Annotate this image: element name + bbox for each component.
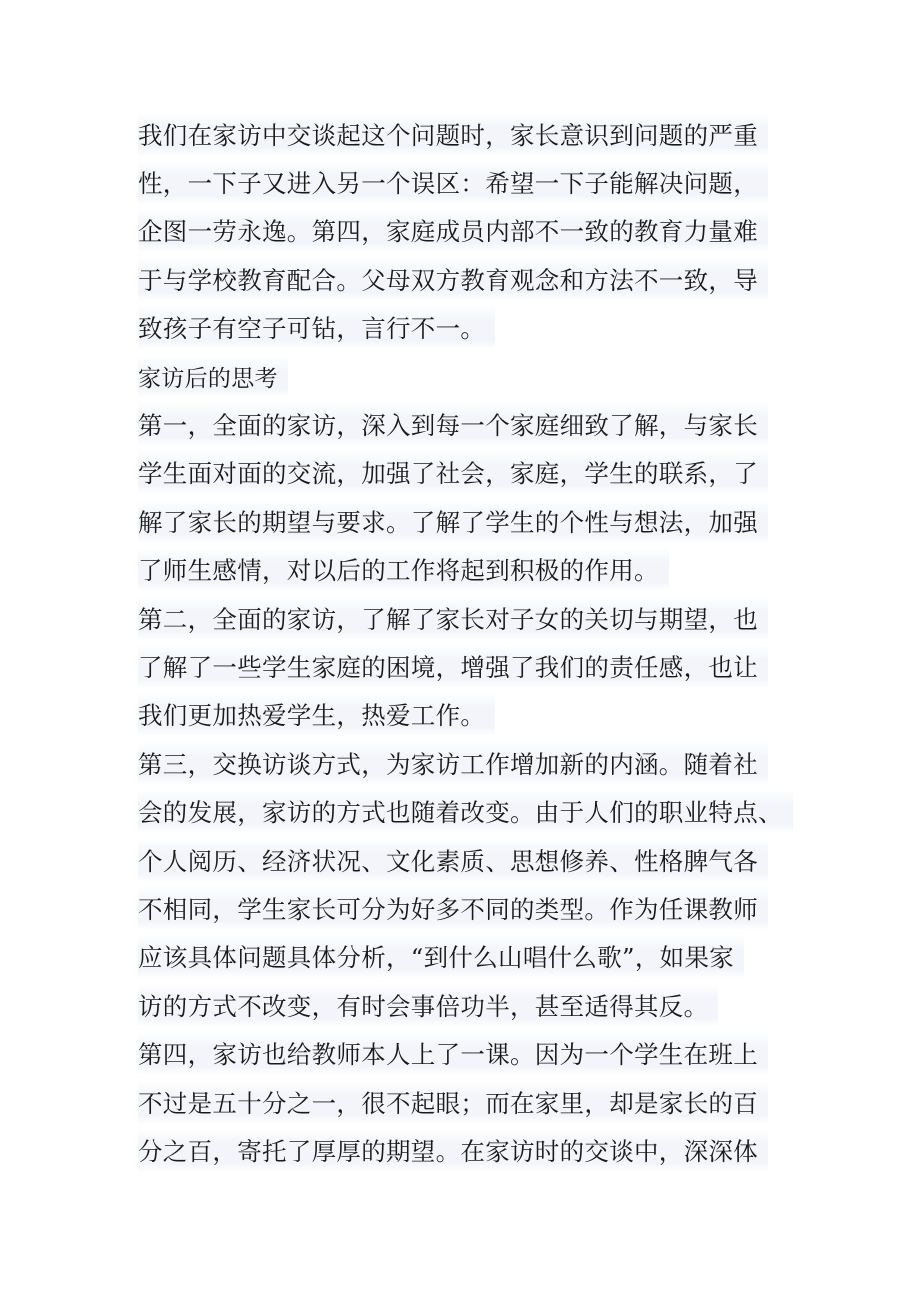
text-line-content: 性，一下子又进入另一个误区：希望一下子能解决问题， [138, 161, 768, 204]
text-line [138, 449, 788, 497]
text-line-content: 第四，家访也给教师本人上了一课。因为一个学生在班上 [138, 1032, 768, 1075]
text-line [138, 836, 788, 884]
text-line [138, 1126, 788, 1174]
text-line-content: 第二，全面的家访，了解了家长对子女的关切与期望，也 [138, 597, 768, 640]
text-line-content: 我们在家访中交谈起这个问题时，家长意识到问题的严重 [138, 113, 768, 156]
section-heading [138, 352, 788, 400]
text-line-content: 了解了一些学生家庭的困境，增强了我们的责任感，也让 [138, 645, 768, 688]
text-line [138, 304, 788, 352]
text-line [138, 110, 788, 158]
text-line [138, 594, 788, 642]
text-line-content: 解了家长的期望与要求。了解了学生的个性与想法，加强 [138, 500, 768, 543]
text-line-content: 会的发展，家访的方式也随着改变。由于人们的职业特点、 [138, 790, 793, 833]
text-line [138, 933, 788, 981]
text-line [138, 691, 788, 739]
text-line [138, 642, 788, 690]
text-line [138, 207, 788, 255]
text-line-content: 我们更加热爱学生，热爱工作。 [138, 693, 495, 736]
document-body [138, 110, 788, 1175]
text-line [138, 981, 788, 1029]
text-line-content: 访的方式不改变，有时会事倍功半，甚至适得其反。 [138, 984, 718, 1027]
text-line-content: 于与学校教育配合。父母双方教育观念和方法不一致，导 [138, 258, 768, 301]
text-line-content: 学生面对面的交流，加强了社会，家庭，学生的联系，了 [138, 451, 768, 494]
text-line-content: 个人阅历、经济状况、文化素质、思想修养、性格脾气各 [138, 839, 768, 882]
text-line-content: 致孩子有空子可钻，言行不一。 [138, 306, 495, 349]
text-line-content: 不过是五十分之一，很不起眼；而在家里，却是家长的百 [138, 1081, 768, 1124]
text-line [138, 884, 788, 932]
text-line [138, 1029, 788, 1077]
text-line [138, 158, 788, 206]
text-line [138, 1078, 788, 1126]
text-line-content: 应该具体问题具体分析，“到什么山唱什么歌”，如果家 [138, 935, 744, 978]
text-line [138, 400, 788, 448]
text-line [138, 255, 788, 303]
section-heading-text: 家访后的思考 [138, 356, 288, 397]
text-line-content: 了师生感情，对以后的工作将起到积极的作用。 [138, 548, 669, 591]
text-line-content: 企图一劳永逸。第四，家庭成员内部不一致的教育力量难 [138, 209, 768, 252]
text-line [138, 497, 788, 545]
text-line [138, 739, 788, 787]
text-line-content: 第一，全面的家访，深入到每一个家庭细致了解，与家长 [138, 403, 768, 446]
text-line [138, 546, 788, 594]
text-line-content: 分之百，寄托了厚厚的期望。在家访时的交谈中，深深体 [138, 1129, 768, 1172]
text-line [138, 787, 788, 835]
text-line-content: 不相同，学生家长可分为好多不同的类型。作为任课教师 [138, 887, 768, 930]
text-line-content: 第三，交换访谈方式，为家访工作增加新的内涵。随着社 [138, 742, 768, 785]
